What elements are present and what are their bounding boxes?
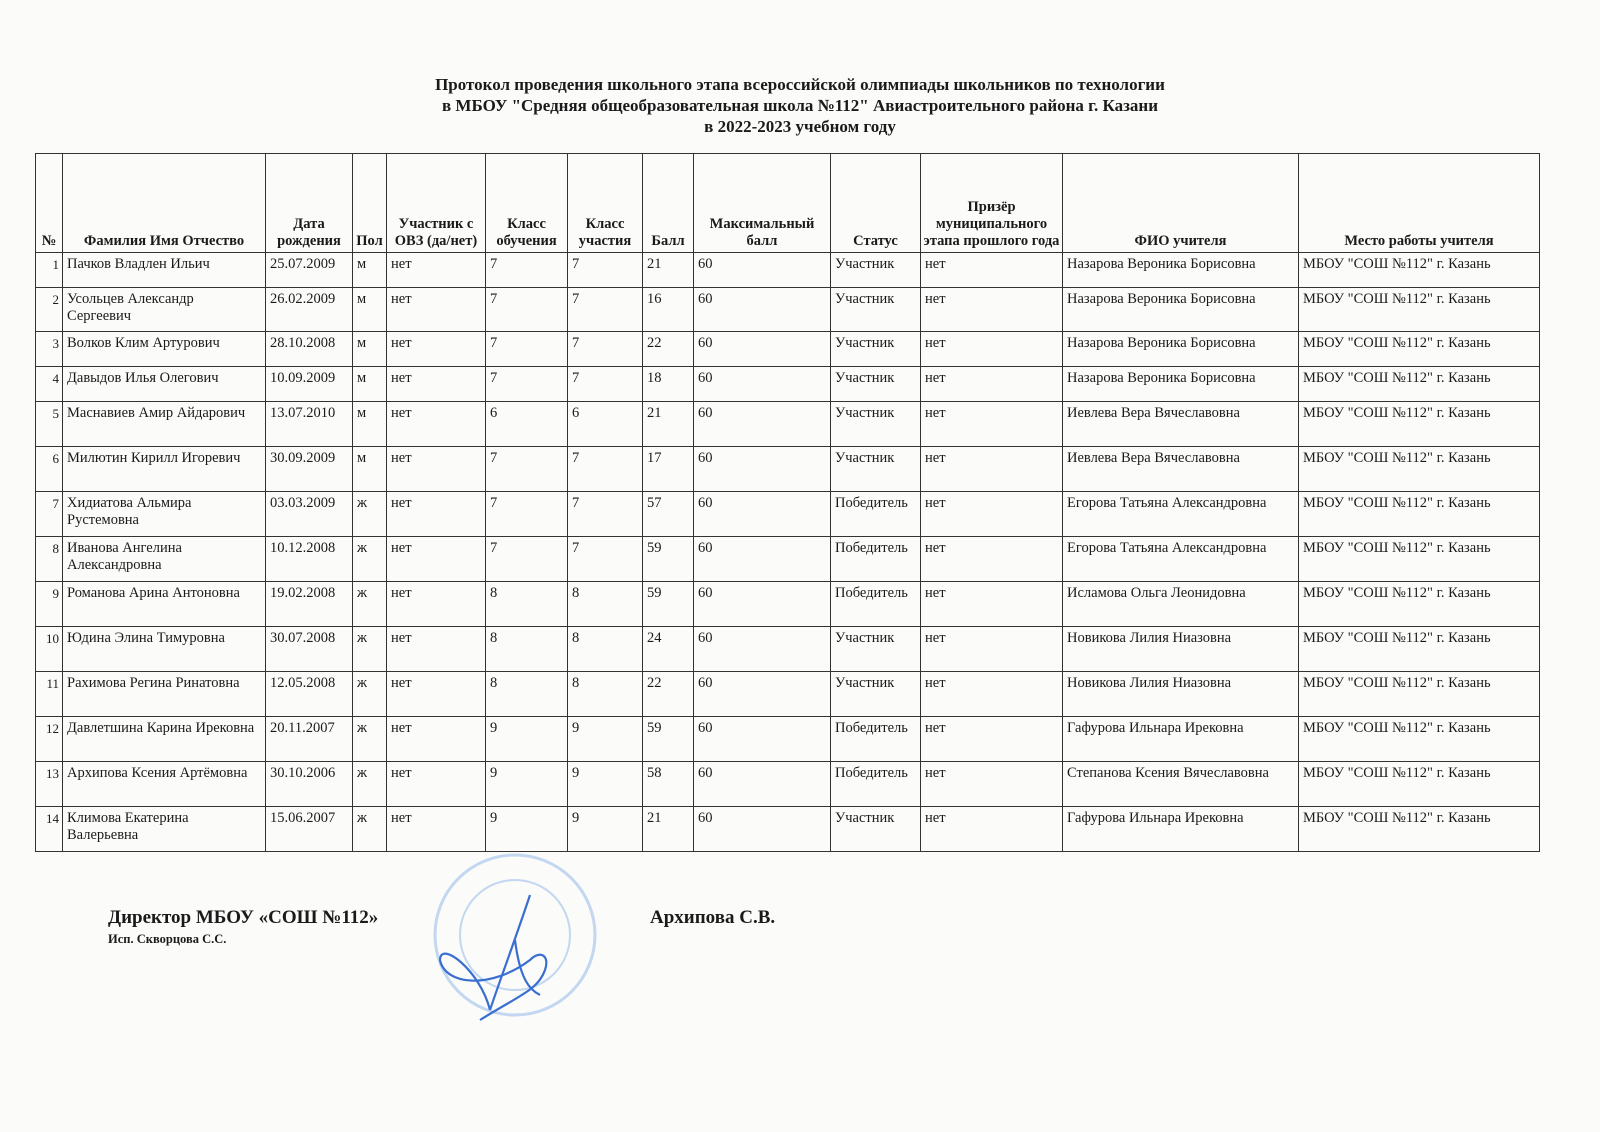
cell-study-grade: 7 xyxy=(486,447,568,492)
table-row xyxy=(36,717,1540,762)
table-row xyxy=(36,447,1540,492)
cell-teacher-workplace: МБОУ "СОШ №112" г. Казань xyxy=(1299,253,1540,288)
cell-teacher-workplace: МБОУ "СОШ №112" г. Казань xyxy=(1299,402,1540,447)
table-row xyxy=(36,672,1540,717)
cell-full-name: Маснавиев Амир Айдарович xyxy=(63,402,266,447)
cell-teacher-workplace: МБОУ "СОШ №112" г. Казань xyxy=(1299,627,1540,672)
director-name: Архипова С.В. xyxy=(650,907,776,928)
cell-score: 21 xyxy=(643,807,694,852)
cell-study-grade: 7 xyxy=(486,253,568,288)
cell-gender: ж xyxy=(353,717,387,762)
cell-full-name: Усольцев Александр Сергеевич xyxy=(63,288,266,332)
cell-municipal-prize: нет xyxy=(921,717,1063,762)
cell-teacher-workplace: МБОУ "СОШ №112" г. Казань xyxy=(1299,492,1540,537)
cell-participation-grade: 9 xyxy=(568,762,643,807)
cell-gender: ж xyxy=(353,627,387,672)
cell-score: 21 xyxy=(643,402,694,447)
table-row xyxy=(36,582,1540,627)
cell-num: 4 xyxy=(36,367,63,402)
cell-participation-grade: 8 xyxy=(568,582,643,627)
cell-participation-grade: 7 xyxy=(568,447,643,492)
cell-num: 13 xyxy=(36,762,63,807)
cell-score: 24 xyxy=(643,627,694,672)
cell-status: Победитель xyxy=(831,492,921,537)
cell-status: Участник xyxy=(831,807,921,852)
cell-max-score: 60 xyxy=(694,492,831,537)
column-header-num: № xyxy=(36,154,63,253)
cell-status: Победитель xyxy=(831,717,921,762)
cell-status: Победитель xyxy=(831,582,921,627)
cell-score: 22 xyxy=(643,332,694,367)
cell-num: 7 xyxy=(36,492,63,537)
cell-disability: нет xyxy=(387,537,486,582)
table-row xyxy=(36,492,1540,537)
cell-num: 14 xyxy=(36,807,63,852)
cell-study-grade: 9 xyxy=(486,762,568,807)
cell-disability: нет xyxy=(387,367,486,402)
table-row xyxy=(36,402,1540,447)
cell-gender: ж xyxy=(353,672,387,717)
cell-num: 1 xyxy=(36,253,63,288)
results-table xyxy=(35,153,1540,852)
cell-participation-grade: 7 xyxy=(568,537,643,582)
cell-teacher-name: Егорова Татьяна Александровна xyxy=(1063,537,1299,582)
cell-study-grade: 9 xyxy=(486,717,568,762)
cell-max-score: 60 xyxy=(694,402,831,447)
cell-participation-grade: 7 xyxy=(568,332,643,367)
table-row xyxy=(36,367,1540,402)
cell-full-name: Климова Екатерина Валерьевна xyxy=(63,807,266,852)
cell-full-name: Юдина Элина Тимуровна xyxy=(63,627,266,672)
cell-num: 11 xyxy=(36,672,63,717)
cell-num: 5 xyxy=(36,402,63,447)
cell-disability: нет xyxy=(387,492,486,537)
cell-municipal-prize: нет xyxy=(921,332,1063,367)
cell-participation-grade: 7 xyxy=(568,492,643,537)
cell-study-grade: 7 xyxy=(486,492,568,537)
cell-study-grade: 8 xyxy=(486,672,568,717)
cell-municipal-prize: нет xyxy=(921,582,1063,627)
cell-participation-grade: 8 xyxy=(568,627,643,672)
cell-max-score: 60 xyxy=(694,627,831,672)
cell-birth-date: 28.10.2008 xyxy=(266,332,353,367)
cell-municipal-prize: нет xyxy=(921,402,1063,447)
cell-disability: нет xyxy=(387,807,486,852)
cell-municipal-prize: нет xyxy=(921,807,1063,852)
cell-study-grade: 6 xyxy=(486,402,568,447)
column-header-teacher-name: ФИО учителя xyxy=(1063,154,1299,253)
cell-score: 59 xyxy=(643,717,694,762)
cell-participation-grade: 7 xyxy=(568,288,643,332)
cell-max-score: 60 xyxy=(694,672,831,717)
cell-num: 12 xyxy=(36,717,63,762)
cell-full-name: Волков Клим Артурович xyxy=(63,332,266,367)
executor-label: Исп. Скворцова С.С. xyxy=(108,932,227,946)
cell-disability: нет xyxy=(387,253,486,288)
cell-study-grade: 7 xyxy=(486,367,568,402)
cell-gender: м xyxy=(353,253,387,288)
cell-score: 17 xyxy=(643,447,694,492)
cell-teacher-workplace: МБОУ "СОШ №112" г. Казань xyxy=(1299,582,1540,627)
cell-max-score: 60 xyxy=(694,288,831,332)
cell-num: 6 xyxy=(36,447,63,492)
column-header-teacher-workplace: Место работы учителя xyxy=(1299,154,1540,253)
cell-teacher-workplace: МБОУ "СОШ №112" г. Казань xyxy=(1299,717,1540,762)
column-header-full-name: Фамилия Имя Отчество xyxy=(63,154,266,253)
cell-max-score: 60 xyxy=(694,762,831,807)
cell-num: 8 xyxy=(36,537,63,582)
cell-municipal-prize: нет xyxy=(921,627,1063,672)
cell-teacher-name: Новикова Лилия Ниазовна xyxy=(1063,672,1299,717)
cell-participation-grade: 7 xyxy=(568,367,643,402)
cell-full-name: Архипова Ксения Артёмовна xyxy=(63,762,266,807)
cell-teacher-name: Егорова Татьяна Александровна xyxy=(1063,492,1299,537)
column-header-participation-grade: Класс участия xyxy=(568,154,643,253)
cell-teacher-name: Иевлева Вера Вячеславовна xyxy=(1063,402,1299,447)
cell-status: Участник xyxy=(831,402,921,447)
cell-full-name: Милютин Кирилл Игоревич xyxy=(63,447,266,492)
cell-full-name: Романова Арина Антоновна xyxy=(63,582,266,627)
cell-status: Участник xyxy=(831,332,921,367)
cell-birth-date: 26.02.2009 xyxy=(266,288,353,332)
cell-gender: м xyxy=(353,288,387,332)
cell-teacher-name: Гафурова Ильнара Ирековна xyxy=(1063,717,1299,762)
cell-status: Участник xyxy=(831,367,921,402)
cell-birth-date: 03.03.2009 xyxy=(266,492,353,537)
cell-teacher-name: Назарова Вероника Борисовна xyxy=(1063,253,1299,288)
cell-score: 22 xyxy=(643,672,694,717)
title-line-2: в МБОУ "Средняя общеобразовательная школа №112" Авиастроительного района г. Казани xyxy=(441,96,1158,115)
cell-score: 57 xyxy=(643,492,694,537)
cell-birth-date: 10.09.2009 xyxy=(266,367,353,402)
cell-score: 58 xyxy=(643,762,694,807)
cell-teacher-workplace: МБОУ "СОШ №112" г. Казань xyxy=(1299,807,1540,852)
cell-full-name: Рахимова Регина Ринатовна xyxy=(63,672,266,717)
cell-disability: нет xyxy=(387,447,486,492)
title-line-1: Протокол проведения школьного этапа всероссийской олимпиады школьников по технологии xyxy=(435,75,1165,94)
cell-municipal-prize: нет xyxy=(921,253,1063,288)
cell-full-name: Давыдов Илья Олегович xyxy=(63,367,266,402)
column-header-status: Статус xyxy=(831,154,921,253)
cell-birth-date: 10.12.2008 xyxy=(266,537,353,582)
cell-max-score: 60 xyxy=(694,253,831,288)
title-line-3: в 2022-2023 учебном году xyxy=(704,117,896,136)
cell-study-grade: 7 xyxy=(486,288,568,332)
cell-teacher-workplace: МБОУ "СОШ №112" г. Казань xyxy=(1299,672,1540,717)
signature-icon xyxy=(440,895,546,1020)
cell-max-score: 60 xyxy=(694,807,831,852)
cell-birth-date: 15.06.2007 xyxy=(266,807,353,852)
cell-participation-grade: 9 xyxy=(568,717,643,762)
column-header-birth-date: Дата рождения xyxy=(266,154,353,253)
table-row xyxy=(36,627,1540,672)
cell-status: Участник xyxy=(831,253,921,288)
cell-gender: м xyxy=(353,402,387,447)
cell-score: 21 xyxy=(643,253,694,288)
cell-teacher-name: Степанова Ксения Вячеславовна xyxy=(1063,762,1299,807)
cell-birth-date: 13.07.2010 xyxy=(266,402,353,447)
cell-gender: ж xyxy=(353,807,387,852)
cell-gender: ж xyxy=(353,537,387,582)
cell-birth-date: 20.11.2007 xyxy=(266,717,353,762)
cell-num: 10 xyxy=(36,627,63,672)
cell-max-score: 60 xyxy=(694,717,831,762)
table-row xyxy=(36,332,1540,367)
cell-municipal-prize: нет xyxy=(921,537,1063,582)
cell-score: 59 xyxy=(643,537,694,582)
cell-gender: ж xyxy=(353,582,387,627)
cell-municipal-prize: нет xyxy=(921,447,1063,492)
cell-score: 16 xyxy=(643,288,694,332)
cell-participation-grade: 9 xyxy=(568,807,643,852)
cell-teacher-workplace: МБОУ "СОШ №112" г. Казань xyxy=(1299,288,1540,332)
cell-study-grade: 8 xyxy=(486,582,568,627)
table-row xyxy=(36,537,1540,582)
cell-status: Участник xyxy=(831,288,921,332)
cell-teacher-workplace: МБОУ "СОШ №112" г. Казань xyxy=(1299,537,1540,582)
cell-gender: м xyxy=(353,332,387,367)
cell-gender: ж xyxy=(353,492,387,537)
column-header-gender: Пол xyxy=(353,154,387,253)
cell-teacher-workplace: МБОУ "СОШ №112" г. Казань xyxy=(1299,762,1540,807)
cell-disability: нет xyxy=(387,672,486,717)
table-row xyxy=(36,807,1540,852)
cell-status: Победитель xyxy=(831,762,921,807)
cell-study-grade: 7 xyxy=(486,537,568,582)
cell-disability: нет xyxy=(387,288,486,332)
cell-participation-grade: 8 xyxy=(568,672,643,717)
cell-birth-date: 30.09.2009 xyxy=(266,447,353,492)
cell-full-name: Пачков Владлен Ильич xyxy=(63,253,266,288)
column-header-study-grade: Класс обучения xyxy=(486,154,568,253)
cell-teacher-workplace: МБОУ "СОШ №112" г. Казань xyxy=(1299,447,1540,492)
cell-full-name: Хидиатова Альмира Рустемовна xyxy=(63,492,266,537)
column-header-municipal-prize: Призёр муниципального этапа прошлого года xyxy=(921,154,1063,253)
cell-num: 3 xyxy=(36,332,63,367)
cell-participation-grade: 6 xyxy=(568,402,643,447)
cell-participation-grade: 7 xyxy=(568,253,643,288)
cell-score: 59 xyxy=(643,582,694,627)
cell-status: Участник xyxy=(831,447,921,492)
cell-study-grade: 9 xyxy=(486,807,568,852)
table-row xyxy=(36,288,1540,332)
cell-municipal-prize: нет xyxy=(921,288,1063,332)
cell-birth-date: 19.02.2008 xyxy=(266,582,353,627)
cell-municipal-prize: нет xyxy=(921,762,1063,807)
cell-municipal-prize: нет xyxy=(921,492,1063,537)
table-row xyxy=(36,762,1540,807)
cell-teacher-name: Иевлева Вера Вячеславовна xyxy=(1063,447,1299,492)
cell-teacher-name: Новикова Лилия Ниазовна xyxy=(1063,627,1299,672)
column-header-disability: Участник с ОВЗ (да/нет) xyxy=(387,154,486,253)
cell-disability: нет xyxy=(387,627,486,672)
column-header-max-score: Максимальный балл xyxy=(694,154,831,253)
cell-disability: нет xyxy=(387,332,486,367)
cell-birth-date: 30.10.2006 xyxy=(266,762,353,807)
cell-max-score: 60 xyxy=(694,332,831,367)
cell-max-score: 60 xyxy=(694,367,831,402)
cell-max-score: 60 xyxy=(694,537,831,582)
column-header-score: Балл xyxy=(643,154,694,253)
cell-teacher-name: Назарова Вероника Борисовна xyxy=(1063,332,1299,367)
cell-teacher-name: Гафурова Ильнара Ирековна xyxy=(1063,807,1299,852)
cell-teacher-workplace: МБОУ "СОШ №112" г. Казань xyxy=(1299,332,1540,367)
cell-municipal-prize: нет xyxy=(921,367,1063,402)
cell-birth-date: 30.07.2008 xyxy=(266,627,353,672)
cell-teacher-workplace: МБОУ "СОШ №112" г. Казань xyxy=(1299,367,1540,402)
cell-teacher-name: Исламова Ольга Леонидовна xyxy=(1063,582,1299,627)
cell-disability: нет xyxy=(387,762,486,807)
cell-study-grade: 7 xyxy=(486,332,568,367)
cell-teacher-name: Назарова Вероника Борисовна xyxy=(1063,288,1299,332)
cell-gender: ж xyxy=(353,762,387,807)
cell-max-score: 60 xyxy=(694,447,831,492)
cell-disability: нет xyxy=(387,717,486,762)
cell-teacher-name: Назарова Вероника Борисовна xyxy=(1063,367,1299,402)
cell-max-score: 60 xyxy=(694,582,831,627)
cell-num: 2 xyxy=(36,288,63,332)
cell-gender: м xyxy=(353,447,387,492)
cell-full-name: Иванова Ангелина Александровна xyxy=(63,537,266,582)
table-row xyxy=(36,253,1540,288)
cell-score: 18 xyxy=(643,367,694,402)
cell-birth-date: 25.07.2009 xyxy=(266,253,353,288)
cell-status: Победитель xyxy=(831,537,921,582)
stamp-and-signature xyxy=(420,820,620,1040)
table-header-row xyxy=(36,154,1540,253)
cell-study-grade: 8 xyxy=(486,627,568,672)
cell-status: Участник xyxy=(831,627,921,672)
cell-disability: нет xyxy=(387,582,486,627)
document-title xyxy=(0,74,1600,137)
director-label: Директор МБОУ «СОШ №112» xyxy=(108,907,379,928)
cell-municipal-prize: нет xyxy=(921,672,1063,717)
cell-gender: м xyxy=(353,367,387,402)
cell-num: 9 xyxy=(36,582,63,627)
cell-status: Участник xyxy=(831,672,921,717)
cell-full-name: Давлетшина Карина Ирековна xyxy=(63,717,266,762)
cell-disability: нет xyxy=(387,402,486,447)
cell-birth-date: 12.05.2008 xyxy=(266,672,353,717)
